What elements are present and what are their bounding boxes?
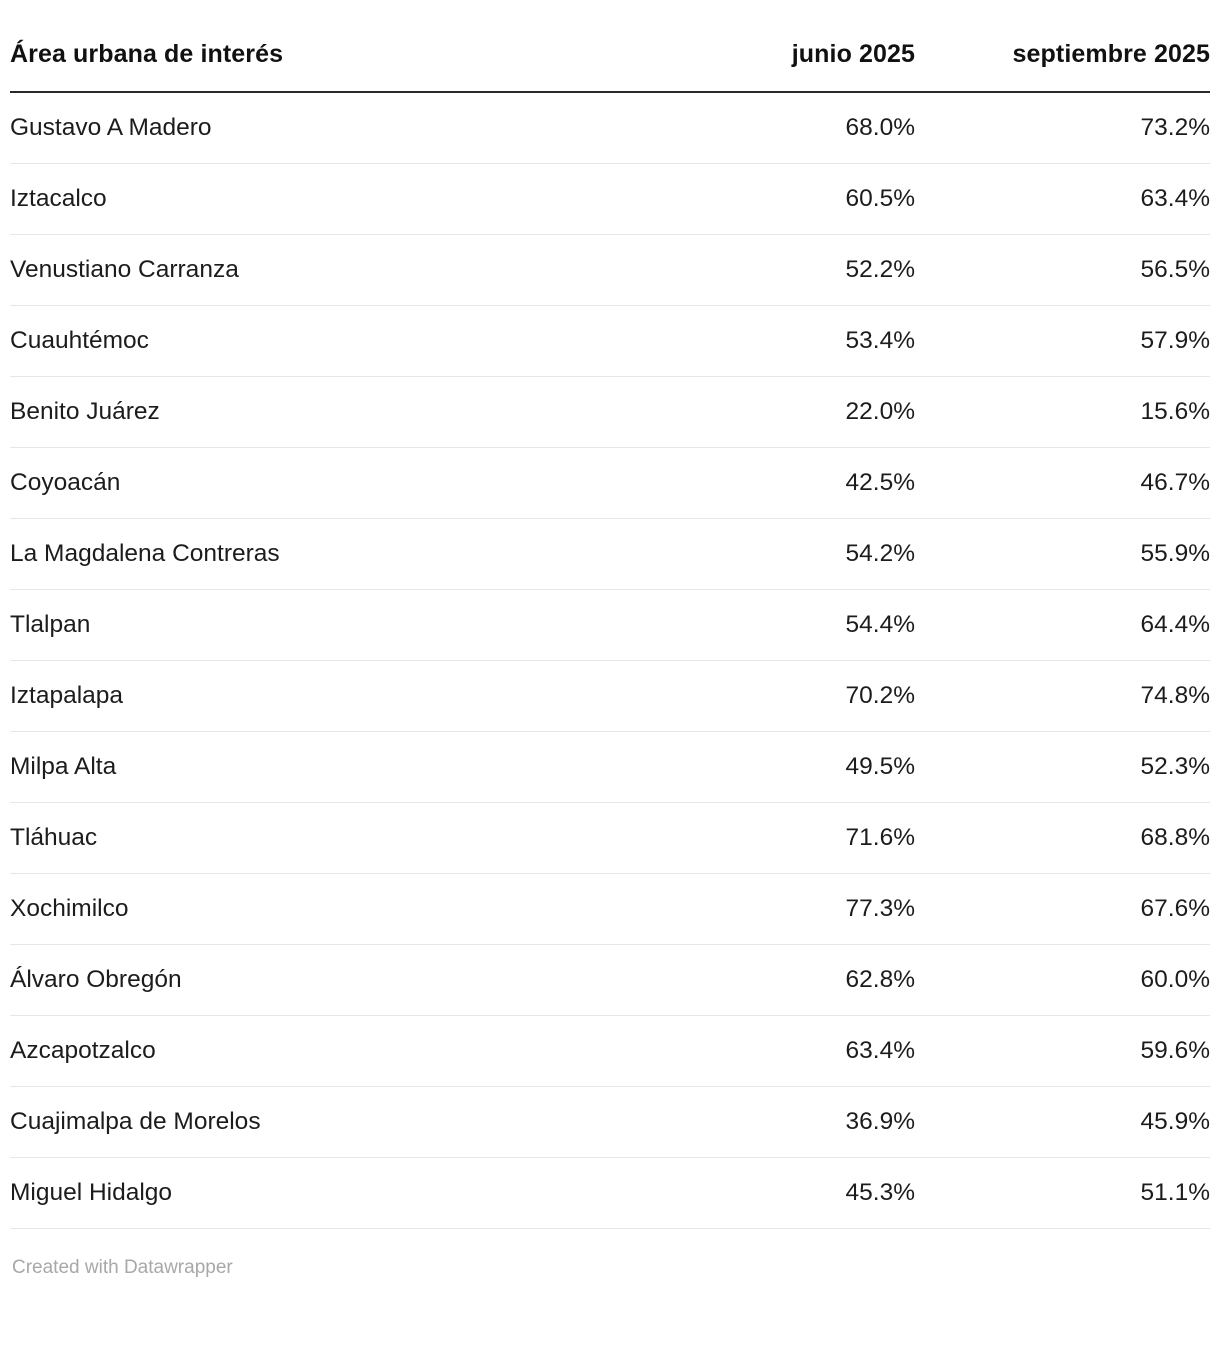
- cell-septiembre-2025: 67.6%: [915, 874, 1210, 945]
- cell-area-name: Gustavo A Madero: [10, 92, 630, 164]
- cell-junio-2025: 42.5%: [630, 448, 915, 519]
- table-row: [10, 732, 1210, 803]
- table-row: [10, 945, 1210, 1016]
- table-row: [10, 92, 1210, 164]
- cell-junio-2025: 36.9%: [630, 1087, 915, 1158]
- cell-area-name: Álvaro Obregón: [10, 945, 630, 1016]
- cell-junio-2025: 52.2%: [630, 235, 915, 306]
- cell-junio-2025: 45.3%: [630, 1158, 915, 1229]
- cell-area-name: Benito Juárez: [10, 377, 630, 448]
- cell-area-name: Azcapotzalco: [10, 1016, 630, 1087]
- cell-septiembre-2025: 64.4%: [915, 590, 1210, 661]
- cell-junio-2025: 49.5%: [630, 732, 915, 803]
- table-header-row: [10, 40, 1210, 92]
- cell-area-name: Tlalpan: [10, 590, 630, 661]
- table-row: [10, 164, 1210, 235]
- cell-junio-2025: 68.0%: [630, 92, 915, 164]
- table-row: [10, 377, 1210, 448]
- cell-area-name: Iztapalapa: [10, 661, 630, 732]
- cell-area-name: Cuauhtémoc: [10, 306, 630, 377]
- cell-septiembre-2025: 74.8%: [915, 661, 1210, 732]
- table-row: [10, 306, 1210, 377]
- table-row: [10, 590, 1210, 661]
- table-row: [10, 448, 1210, 519]
- cell-septiembre-2025: 60.0%: [915, 945, 1210, 1016]
- cell-septiembre-2025: 55.9%: [915, 519, 1210, 590]
- cell-septiembre-2025: 73.2%: [915, 92, 1210, 164]
- cell-area-name: La Magdalena Contreras: [10, 519, 630, 590]
- table-row: [10, 874, 1210, 945]
- cell-junio-2025: 60.5%: [630, 164, 915, 235]
- cell-septiembre-2025: 56.5%: [915, 235, 1210, 306]
- cell-septiembre-2025: 46.7%: [915, 448, 1210, 519]
- cell-area-name: Iztacalco: [10, 164, 630, 235]
- cell-area-name: Cuajimalpa de Morelos: [10, 1087, 630, 1158]
- cell-area-name: Coyoacán: [10, 448, 630, 519]
- cell-septiembre-2025: 59.6%: [915, 1016, 1210, 1087]
- column-header-junio: junio 2025: [791, 40, 915, 68]
- cell-septiembre-2025: 15.6%: [915, 377, 1210, 448]
- cell-area-name: Xochimilco: [10, 874, 630, 945]
- cell-junio-2025: 53.4%: [630, 306, 915, 377]
- cell-junio-2025: 54.4%: [630, 590, 915, 661]
- cell-area-name: Miguel Hidalgo: [10, 1158, 630, 1229]
- table-header: [10, 40, 1210, 92]
- cell-junio-2025: 77.3%: [630, 874, 915, 945]
- table-row: [10, 1016, 1210, 1087]
- cell-junio-2025: 70.2%: [630, 661, 915, 732]
- table-row: [10, 661, 1210, 732]
- table-body: [10, 92, 1210, 1229]
- datawrapper-credit: Created with Datawrapper: [12, 1257, 233, 1278]
- cell-area-name: Venustiano Carranza: [10, 235, 630, 306]
- table-row: [10, 1158, 1210, 1229]
- cell-junio-2025: 54.2%: [630, 519, 915, 590]
- cell-septiembre-2025: 63.4%: [915, 164, 1210, 235]
- cell-septiembre-2025: 68.8%: [915, 803, 1210, 874]
- cell-junio-2025: 62.8%: [630, 945, 915, 1016]
- cell-area-name: Milpa Alta: [10, 732, 630, 803]
- table-row: [10, 235, 1210, 306]
- table-row: [10, 1087, 1210, 1158]
- column-header-septiembre: septiembre 2025: [1012, 40, 1210, 68]
- cell-septiembre-2025: 52.3%: [915, 732, 1210, 803]
- cell-junio-2025: 63.4%: [630, 1016, 915, 1087]
- table-row: [10, 519, 1210, 590]
- cell-junio-2025: 22.0%: [630, 377, 915, 448]
- cell-area-name: Tláhuac: [10, 803, 630, 874]
- cell-junio-2025: 71.6%: [630, 803, 915, 874]
- cell-septiembre-2025: 57.9%: [915, 306, 1210, 377]
- data-table: [10, 40, 1210, 1229]
- cell-septiembre-2025: 45.9%: [915, 1087, 1210, 1158]
- column-header-area: Área urbana de interés: [10, 40, 284, 68]
- cell-septiembre-2025: 51.1%: [915, 1158, 1210, 1229]
- table-row: [10, 803, 1210, 874]
